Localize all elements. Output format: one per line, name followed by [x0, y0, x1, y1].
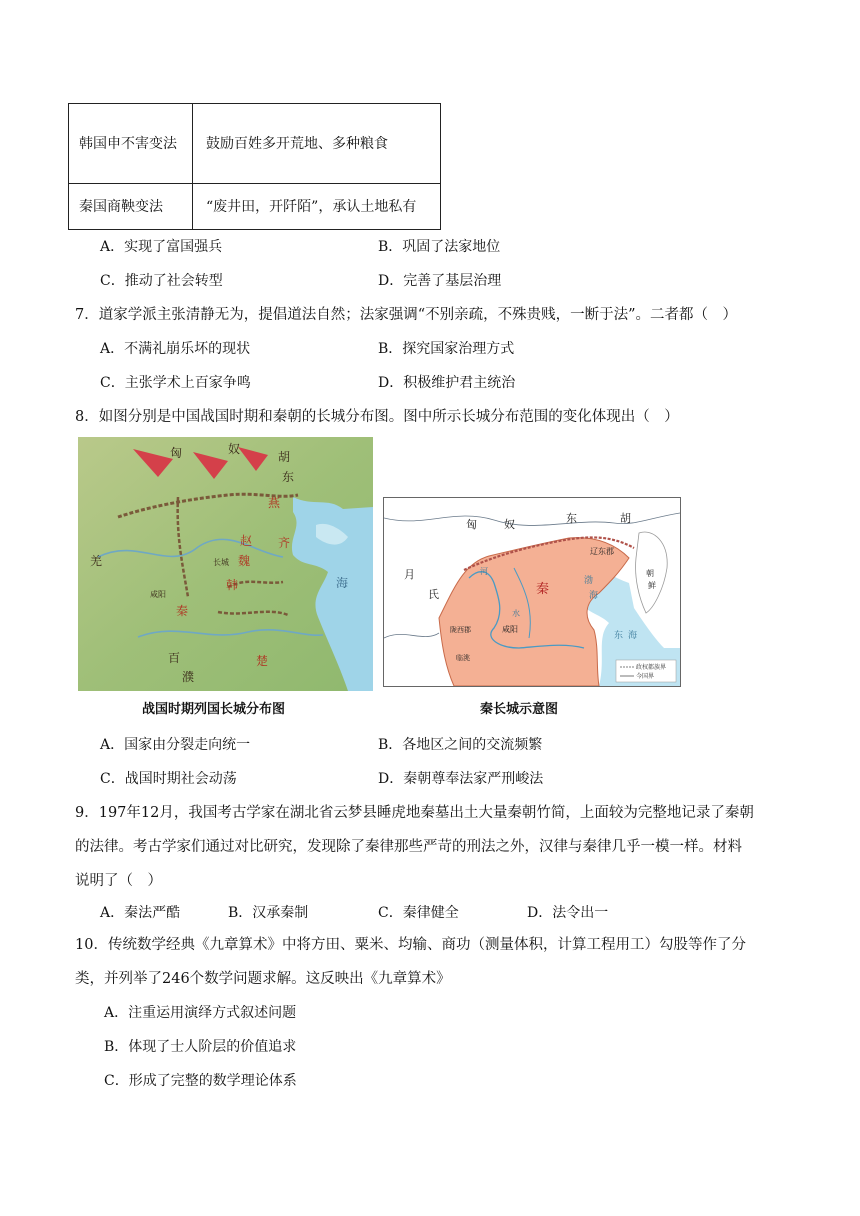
map2-label: 秦: [536, 582, 550, 597]
map1-label: 燕: [268, 496, 281, 510]
q6-option-b[interactable]: B．巩固了法家地位: [378, 239, 501, 255]
table-cell-content: “废井田，开阡陌”，承认土地私有: [193, 184, 441, 230]
map1-label: 匈: [170, 446, 183, 460]
map2-label: 月: [404, 568, 415, 581]
q10-stem-line: 类，并列举了246个数学问题求解。这反映出《九章算术》: [75, 971, 451, 987]
map1-label: 羌: [90, 554, 103, 568]
q9-stem-line: 的法律。考古学家们通过对比研究，发现除了秦律那些严苛的刑法之外，汉律与秦律几乎一模一样。材料: [75, 839, 742, 855]
map2-label: 临洮: [456, 654, 470, 662]
map2-label: 海: [628, 631, 638, 641]
map2-label: 鲜: [648, 581, 656, 590]
map1-caption: 战国时期列国长城分布图: [142, 702, 286, 717]
q8-option-d[interactable]: D．秦朝尊奉法家严刑峻法: [378, 771, 544, 787]
map2-label: 河: [480, 567, 488, 576]
map1-label: 海: [336, 576, 349, 590]
map2-label: 东: [566, 512, 577, 525]
q9-option-c[interactable]: C．秦律健全: [378, 905, 459, 921]
map2-label: 海: [589, 591, 599, 601]
map2-label: 胡: [620, 512, 631, 525]
map2-label: 匈: [466, 518, 477, 531]
q6-option-c[interactable]: C．推动了社会转型: [100, 273, 223, 289]
q9-option-a[interactable]: A．秦法严酷: [100, 905, 181, 921]
map2-legend-item: 今国界: [636, 673, 655, 680]
q10-option-b[interactable]: B．体现了士人阶层的价值追求: [104, 1039, 297, 1055]
map1-label: 长城: [213, 558, 229, 567]
q7-option-b[interactable]: B．探究国家治理方式: [378, 341, 515, 357]
map1-label: 齐: [278, 536, 291, 550]
q9-option-d[interactable]: D．法令出一: [527, 905, 609, 921]
map1-label: 东: [282, 470, 295, 484]
q8-option-a[interactable]: A．国家由分裂走向统一: [100, 737, 251, 753]
map1-label: 濮: [182, 670, 195, 684]
q10-option-a[interactable]: A．注重运用演绎方式叙述问题: [104, 1005, 297, 1021]
map1-label: 百: [168, 651, 181, 665]
q10-option-c[interactable]: C．形成了完整的数学理论体系: [104, 1073, 297, 1089]
map2-label: 渤: [584, 576, 594, 586]
map1-label: 奴: [228, 442, 241, 456]
q9-stem-line: 说明了（ ）: [75, 873, 162, 889]
q6-option-d[interactable]: D．完善了基层治理: [378, 273, 502, 289]
q8-stem: 8．如图分别是中国战国时期和秦朝的长城分布图。图中所示长城分布范围的变化体现出（ ）: [75, 409, 679, 425]
table-row: [69, 184, 441, 230]
q9-option-b[interactable]: B．汉承秦制: [228, 905, 309, 921]
map2-label: 咸阳: [502, 625, 518, 634]
q7-stem: 7．道家学派主张清静无为，提倡道法自然；法家强调“不别亲疏，不殊贵贱，一断于法”。二者都（ ）: [75, 307, 738, 323]
q9-stem-line: 9．197年12月，我国考古学家在湖北省云梦县睡虎地秦墓出土大量秦朝竹简，上面较为完整地记录了秦朝: [75, 805, 754, 821]
q8-option-c[interactable]: C．战国时期社会动荡: [100, 771, 237, 787]
q8-option-b[interactable]: B．各地区之间的交流频繁: [378, 737, 543, 753]
map1-label: 楚: [256, 654, 269, 668]
table-cell-state: 韩国申不害变法: [69, 104, 193, 184]
map1-label: 赵: [240, 534, 253, 548]
map2-label: 水: [512, 609, 520, 618]
q10-stem-line: 10．传统数学经典《九章算术》中将方田、粟米、均输、商功（测量体积，计算工程用工）勾股等作了分: [75, 937, 746, 953]
map2-label: 辽东郡: [590, 547, 614, 556]
map1-label: 秦: [176, 604, 189, 618]
map2-label: 奴: [504, 518, 515, 531]
map1-label: 魏: [238, 554, 251, 568]
map2-label: 氏: [428, 588, 439, 601]
table-row: [69, 104, 441, 184]
map2-label: 东: [614, 631, 624, 641]
map1-label: 韩: [226, 578, 239, 592]
map2-label: 朝: [646, 569, 654, 578]
map2-legend-item: 政权都族界: [636, 664, 667, 671]
map1-label: 胡: [278, 450, 291, 464]
q7-option-d[interactable]: D．积极维护君主统治: [378, 375, 516, 391]
map2-label: 陇西郡: [450, 626, 471, 634]
table-cell-content: 鼓励百姓多开荒地、多种粮食: [193, 104, 441, 184]
warring-states-wall-map: [78, 437, 373, 691]
reform-table: [68, 103, 441, 230]
q7-option-a[interactable]: A．不满礼崩乐坏的现状: [100, 341, 251, 357]
q7-option-c[interactable]: C．主张学术上百家争鸣: [100, 375, 251, 391]
map2-caption: 秦长城示意图: [480, 702, 559, 717]
qin-wall-map: [383, 497, 681, 687]
table-cell-state: 秦国商鞅变法: [69, 184, 193, 230]
q6-option-a[interactable]: A．实现了富国强兵: [100, 239, 223, 255]
map1-label: 咸阳: [150, 590, 166, 599]
